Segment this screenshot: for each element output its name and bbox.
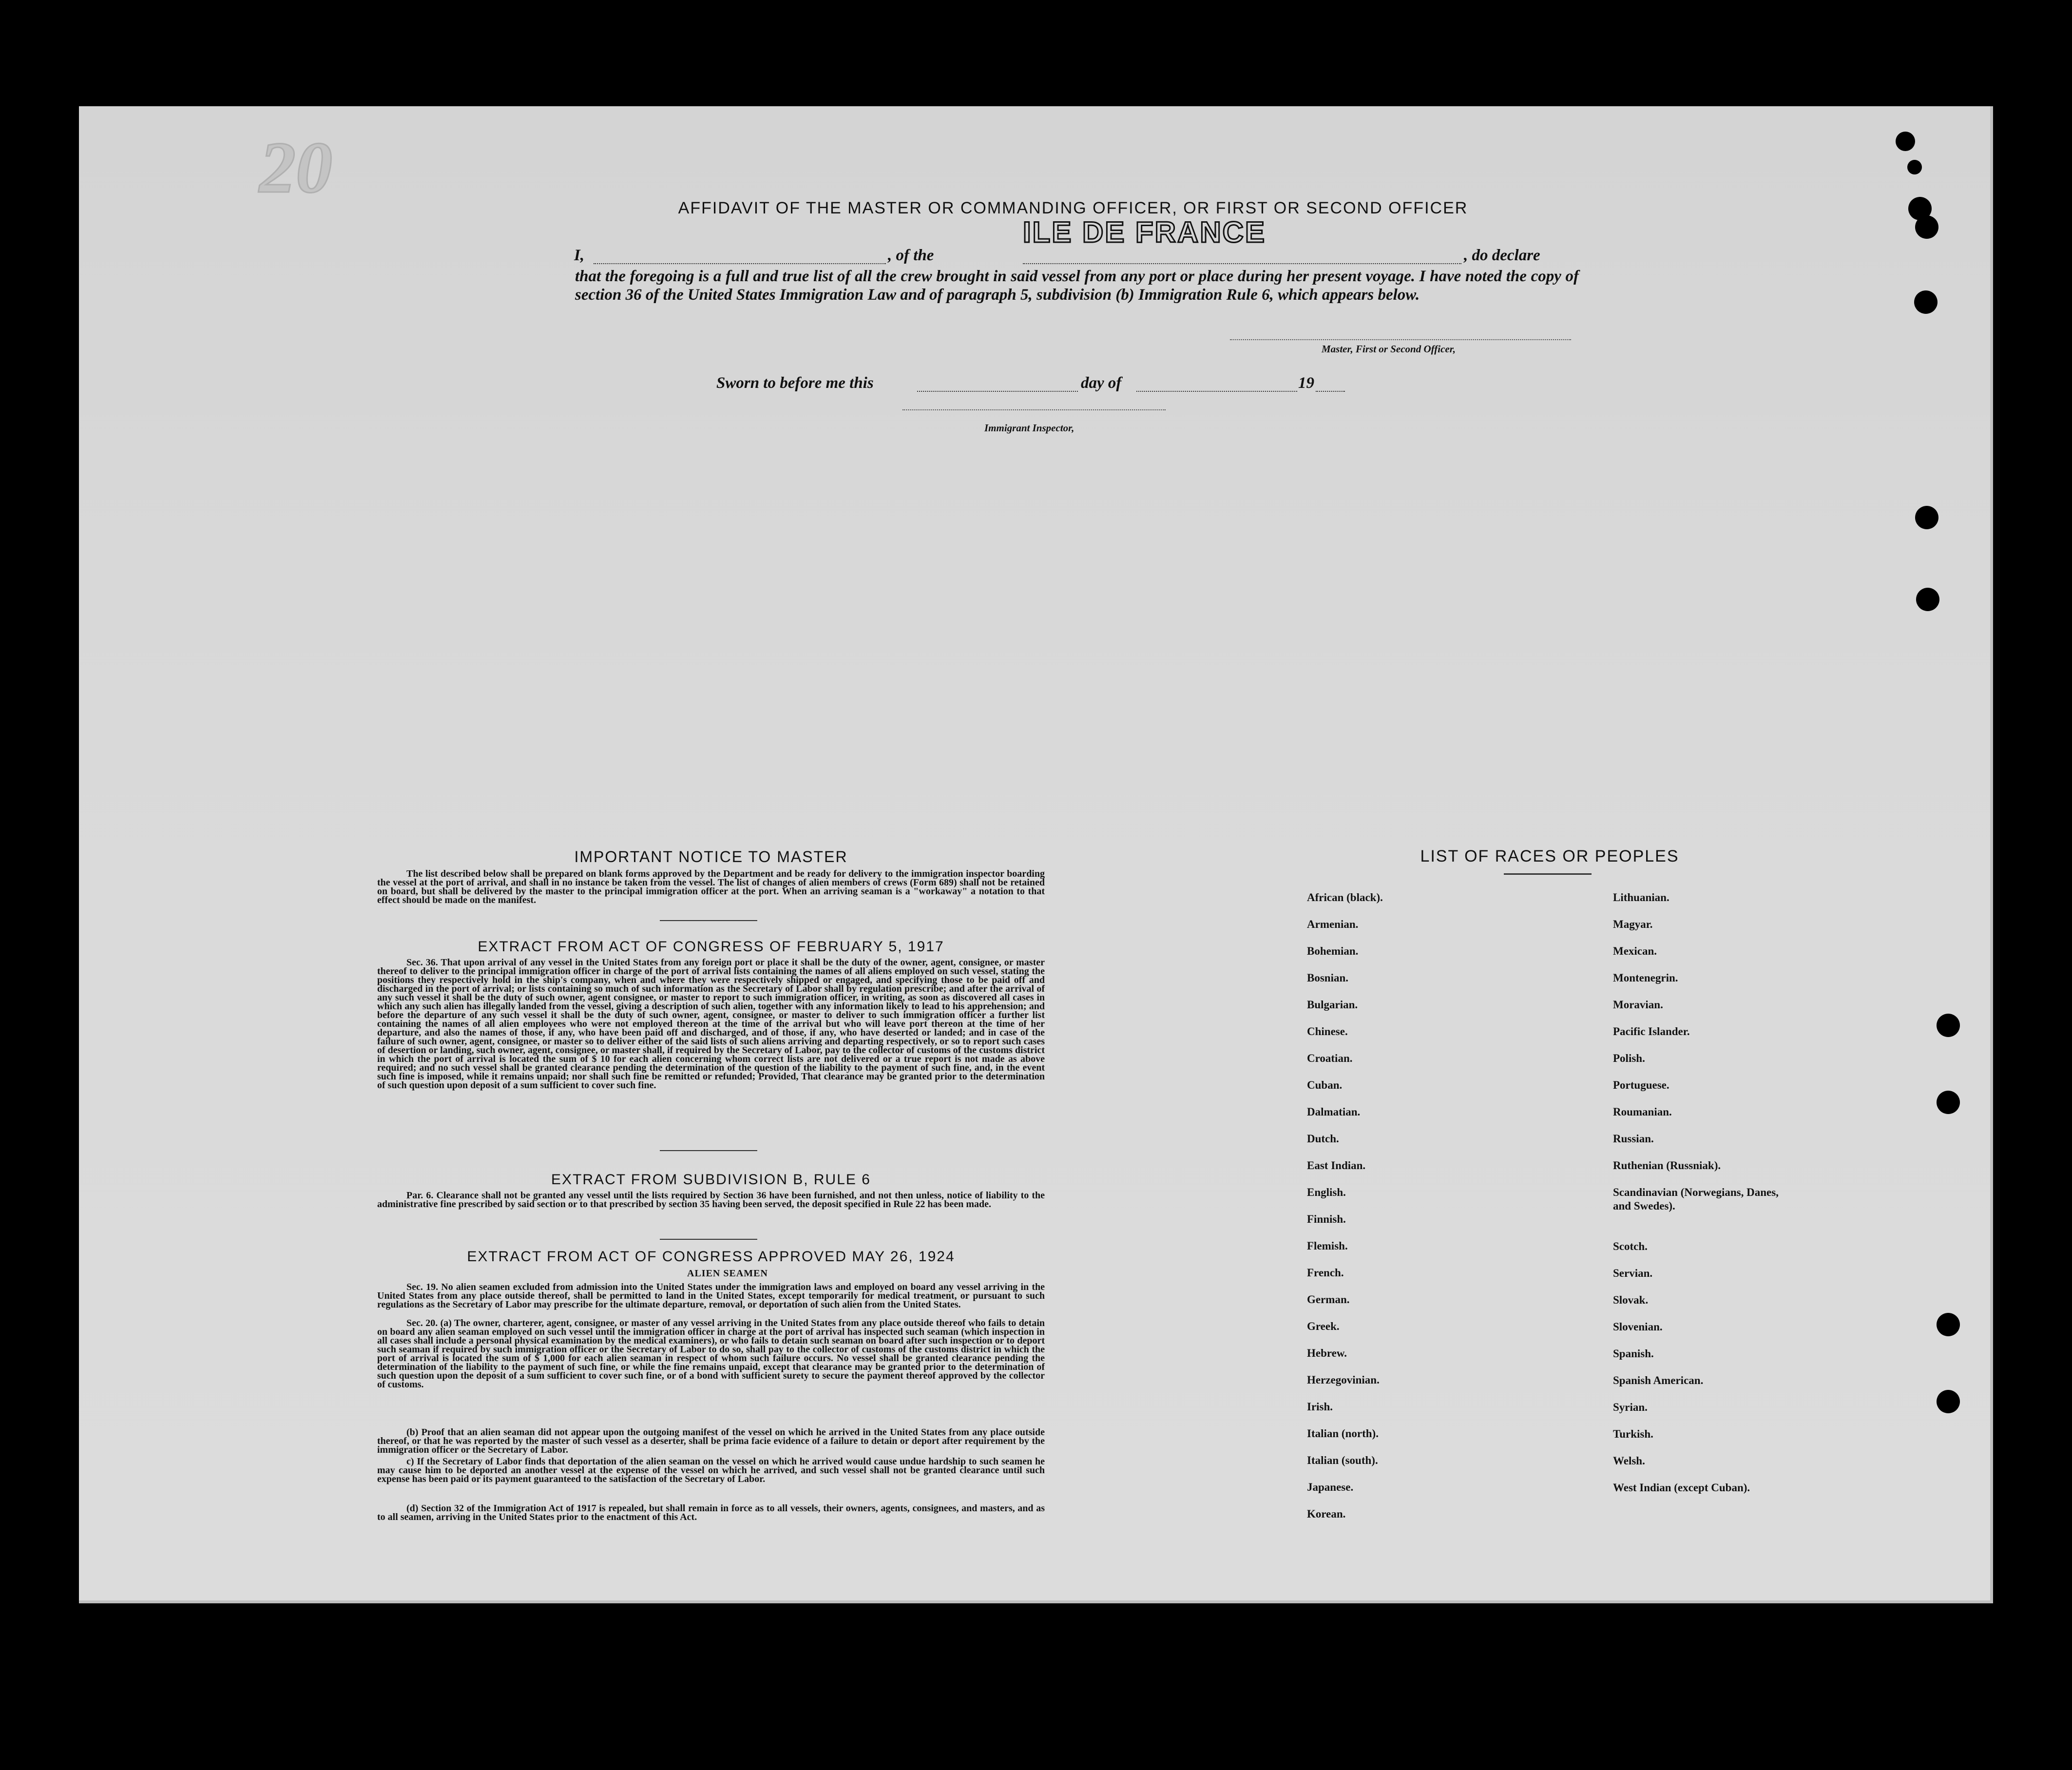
affidavit-body: that the foregoing is a full and true list of all the crew brought in said vessel from any port or place during her present voyage. I have noted the copy of section 36 of the United States Immigration Law and of paragraph 5, subdivision (b) Immigration Rule 6, which appears below.	[575, 268, 1579, 304]
race-item: Spanish American.	[1613, 1374, 1704, 1386]
divider	[660, 1150, 757, 1151]
signature-line	[1230, 339, 1571, 340]
sworn-day-line	[917, 391, 1078, 392]
race-item: Lithuanian.	[1613, 891, 1669, 904]
race-item: Dalmatian.	[1307, 1106, 1361, 1118]
race-item: West Indian (except Cuban).	[1613, 1481, 1750, 1494]
race-item: Hebrew.	[1307, 1347, 1347, 1359]
punch-hole	[1915, 506, 1938, 529]
punch-hole	[1937, 1091, 1960, 1114]
race-item: Portuguese.	[1613, 1079, 1669, 1091]
race-item: Slovak.	[1613, 1294, 1649, 1306]
race-item: Cuban.	[1307, 1079, 1343, 1091]
sworn-before-label: Sworn to before me this	[716, 374, 874, 392]
extract-1924-sec19: Sec. 19. No alien seamen excluded from admission into the United States under the immigration laws and employed on board any vessel arriving in the United States from any place outside thereof, shall be permitted to land in the United States, except temporarily for medical treatment, or pursuant to such regulations as the Secretary of Labor may prescribe for the ultimate departure, removal, or deportation of such alien from the United States.	[377, 1282, 1045, 1310]
races-title: LIST OF RACES OR PEOPLES	[1420, 847, 1679, 866]
race-item: Magyar.	[1613, 918, 1653, 930]
race-item: East Indian.	[1307, 1159, 1366, 1172]
affidavit-vessel-line	[1023, 263, 1461, 264]
race-item: Polish.	[1613, 1052, 1645, 1064]
race-item: Bulgarian.	[1307, 999, 1358, 1011]
race-item: Bosnian.	[1307, 972, 1349, 984]
race-item: Ruthenian (Russniak).	[1613, 1159, 1721, 1172]
race-item: Turkish.	[1613, 1428, 1653, 1440]
race-item: Italian (south).	[1307, 1454, 1378, 1466]
punch-hole	[1937, 1390, 1960, 1413]
race-item: Herzegovinian.	[1307, 1374, 1380, 1386]
race-item: Welsh.	[1613, 1455, 1645, 1467]
divider	[660, 1239, 757, 1240]
race-item: Russian.	[1613, 1133, 1654, 1145]
sworn-month-line	[1136, 391, 1297, 392]
affidavit-i: I,	[574, 247, 585, 264]
race-item: Slovenian.	[1613, 1321, 1663, 1333]
extract-rule6-body: Par. 6. Clearance shall not be granted any vessel until the lists required by Section 36 have been furnished, and not then unless, notice of liability to the administrative fine prescribed by said section or to that prescribed by section 35 having been served, the deposit specified in Rule 22 has been made.	[377, 1190, 1045, 1210]
race-item: Spanish.	[1613, 1347, 1654, 1360]
punch-hole	[1907, 160, 1922, 174]
race-item: Moravian.	[1613, 999, 1663, 1011]
race-item: Syrian.	[1613, 1401, 1648, 1413]
race-item: Flemish.	[1307, 1240, 1348, 1252]
punch-hole	[1916, 588, 1939, 611]
race-item: French.	[1307, 1267, 1344, 1279]
inspector-label: Immigrant Inspector,	[984, 422, 1074, 434]
affidavit-of-the: , of the	[888, 247, 934, 264]
ship-name-stamp: ILE DE FRANCE	[1023, 216, 1266, 249]
race-item: Irish.	[1307, 1401, 1333, 1413]
race-item: Roumanian.	[1613, 1106, 1672, 1118]
race-item: Servian.	[1613, 1267, 1653, 1279]
page-number-stamp: 20	[259, 127, 332, 208]
race-item: Pacific Islander.	[1613, 1025, 1690, 1038]
punch-hole	[1915, 215, 1938, 239]
race-item: Greek.	[1307, 1320, 1340, 1332]
punch-hole	[1937, 1014, 1960, 1037]
extract-rule6-title: EXTRACT FROM SUBDIVISION B, RULE 6	[551, 1172, 871, 1188]
notice-body: The list described below shall be prepared on blank forms approved by the Department and be ready for delivery to the immigration inspector boarding the vessel at the port of arrival, and shall in no instance be taken from the vessel. The list of changes of alien members of crews (Form 689) shall not be retained on board, but shall be delivered by the master to the principal immigration officer at the port. When an arriving seaman is a "workaway" a notation to that effect should be made on the manifest.	[377, 868, 1045, 905]
race-item: Montenegrin.	[1613, 972, 1678, 984]
year-label: 19	[1298, 374, 1314, 392]
signature-label: Master, First or Second Officer,	[1322, 343, 1456, 355]
divider	[660, 920, 757, 921]
race-item: Japanese.	[1307, 1481, 1354, 1493]
race-item: Mexican.	[1613, 945, 1657, 957]
race-item: Armenian.	[1307, 918, 1359, 930]
manifest-sheet	[79, 106, 1993, 1603]
inspector-line	[902, 409, 1166, 410]
race-item: Italian (north).	[1307, 1427, 1379, 1440]
punch-hole	[1937, 1313, 1960, 1336]
race-item: Dutch.	[1307, 1133, 1339, 1145]
extract-1917-body: Sec. 36. That upon arrival of any vessel in the United States from any foreign port or place it shall be the duty of the owner, agent, consignee, or master thereof to deliver to the principal immigration officer in charge of the port of arrival lists containing the names of all aliens employed on such vessel, stating the positions they respectively hold in the ship's company, when and where they were respectively shipped or engaged, and specifying those to be paid off and discharged in the port of arrival; or lists containing so much of such information as the Secretary of Labor shall by regulation prescribe; and after the arrival of any such vessel it shall be the duty of such owner, agent consignee, or master to report to such immigration officer, in writing, as soon as discovered all cases in which any such alien has illegally landed from the vessel, giving a description of such alien, together with any information likely to lead to his apprehension; and before the departure of any such vessel it shall be the duty of such owner, agent, consignee, or master to deliver to such immigration officer a further list containing the names of all alien employees who were not employed thereon at the time of the arrival but who will leave port thereon at the time of her departure, and also the names of those, if any, who have been paid off and discharged, and of those, if any, who have deserted or landed; and in case of the failure of such owner, agent, consignee, or master so to deliver either of the said lists of such aliens arriving and departing respectively, or so to report such cases of desertion or landing, such owner, agent, consignee, or master shall, if required by the Secretary of Labor, pay to the collector of customs of the customs district in which the port of arrival is located the sum of $ 10 for each alien concerning whom correct lists are not delivered or a true report is not made as above required; and no such vessel shall be granted clearance pending the determination of the question of the liability to the payment of such fine, and, in the event such fine is imposed, while it remains unpaid; nor shall such fine be remitted or refunded; Provided, That clearance may be granted prior to the determination of such question upon deposit of a sum sufficient to cover such fine.	[377, 957, 1045, 1091]
extract-1924-sec20a: Sec. 20. (a) The owner, charterer, agent, consignee, or master of any vessel arriving in the United States from any place outside thereof who fails to detain on board any alien seaman employed on such vessel until the immigration officer in charge at the port of arrival has inspected such seaman (which inspection in all cases shall include a personal physical examination by the medical examiners), or who fails to detain such seaman on board after such inspection or to deport such seaman if required by such immigration officer or the Secretary of Labor to do so, shall pay to the collector of customs of the customs district in which the port of arrival is located the sum of $ 1,000 for each alien seaman in respect of whom such failure occurs. No vessel shall be granted clearance pending the determination of the liability to the payment of such fine, or while the fine remains unpaid, except that clearance may be granted prior to the determination of such question upon the deposit of a sum sufficient to cover such fine, or of a bond with sufficient surety to secure the payment thereof approved by the collector of customs.	[377, 1318, 1045, 1390]
extract-1924-title: EXTRACT FROM ACT OF CONGRESS APPROVED MAY 26, 1924	[467, 1249, 955, 1265]
extract-1924-sec20b: (b) Proof that an alien seaman did not appear upon the outgoing manifest of the vessel on which he arrived in the United States from any place outside thereof, or that he was reported by the master of such vessel as a deserter, shall be prima facie evidence of a failure to detain or deport after requirement by the immigration officer or the Secretary of Labor.	[377, 1427, 1045, 1455]
punch-hole	[1914, 290, 1938, 314]
extract-1924-sec20c: c) If the Secretary of Labor finds that deportation of the alien seaman on the vessel on which he arrived would cause undue hardship to such seamen he may cause him to be deported an another vessel at the expense of the vessel on which he arrived, and such vessel shall not be granted clearance until such expense has been paid or its payment guaranteed to the satisfaction of the Secretary of Labor.	[377, 1456, 1045, 1484]
race-item: Korean.	[1307, 1508, 1346, 1520]
affidavit-title: AFFIDAVIT OF THE MASTER OR COMMANDING OFFICER, OR FIRST OR SECOND OFFICER	[678, 199, 1468, 217]
race-item: German.	[1307, 1293, 1350, 1306]
race-item: Bohemian.	[1307, 945, 1359, 957]
affidavit-name-line	[594, 263, 886, 264]
punch-hole	[1896, 132, 1915, 151]
extract-1917-title: EXTRACT FROM ACT OF CONGRESS OF FEBRUARY 5, 1917	[478, 939, 944, 955]
divider	[1504, 873, 1592, 875]
sworn-year-line	[1316, 391, 1345, 392]
race-item: Finnish.	[1307, 1213, 1346, 1225]
race-item: Scandinavian (Norwegians, Danes, and Swedes).	[1613, 1186, 1779, 1212]
extract-1924-sec20d: (d) Section 32 of the Immigration Act of 1917 is repealed, but shall remain in force as to all vessels, their owners, agents, consignees, and masters, and as to all seamen, arriving in the United States prior to the enactment of this Act.	[377, 1503, 1045, 1522]
race-item: Chinese.	[1307, 1025, 1348, 1038]
race-item: English.	[1307, 1186, 1346, 1198]
race-item: Croatian.	[1307, 1052, 1353, 1064]
notice-title: IMPORTANT NOTICE TO MASTER	[574, 848, 848, 866]
affidavit-do-declare: , do declare	[1464, 247, 1540, 264]
day-of-label: day of	[1081, 374, 1122, 392]
extract-1924-subtitle: ALIEN SEAMEN	[687, 1268, 768, 1279]
race-item: Scotch.	[1613, 1240, 1648, 1252]
race-item: African (black).	[1307, 891, 1383, 904]
